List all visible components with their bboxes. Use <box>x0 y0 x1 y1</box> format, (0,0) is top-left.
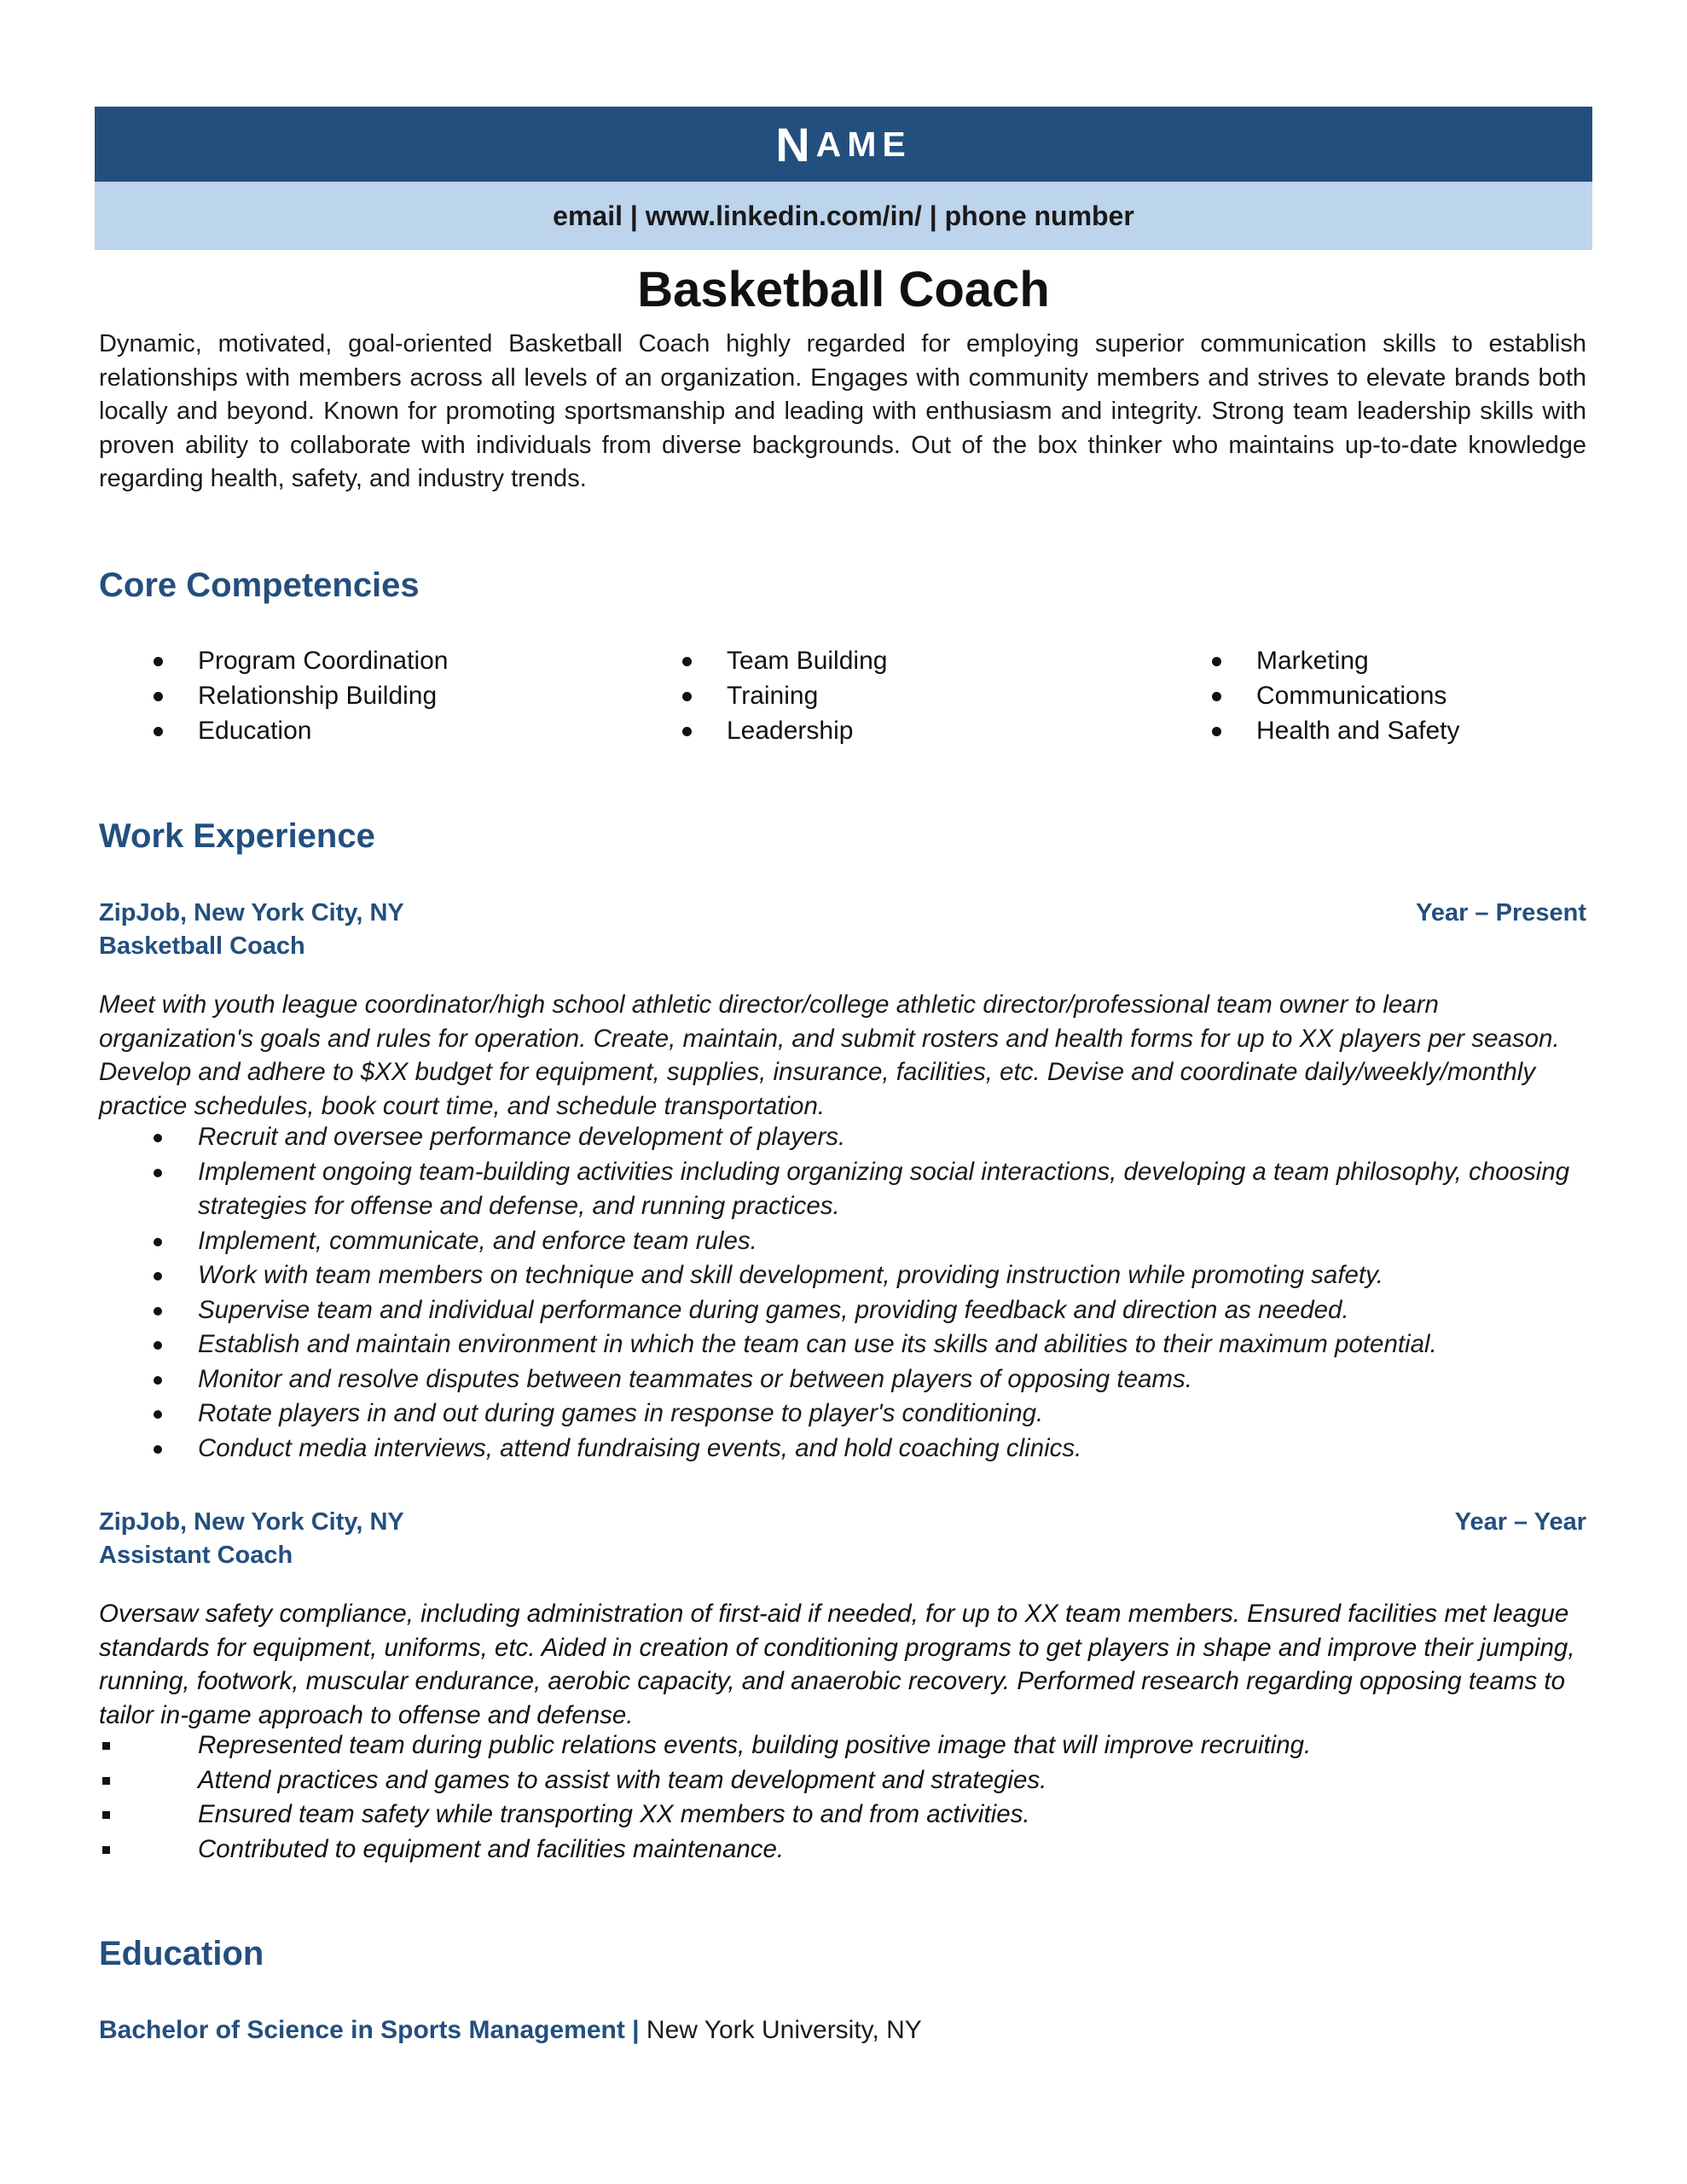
job-company: ZipJob, New York City, NY <box>99 1508 404 1536</box>
competency-column-2 <box>628 643 887 748</box>
competency-item: Communications <box>1157 678 1460 713</box>
list-item: Rotate players in and out during games in response to player's conditioning. <box>99 1397 1586 1432</box>
job-title: Basketball Coach <box>637 262 1050 317</box>
list-item: Supervise team and individual performance during games, providing feedback and direction as needed. <box>99 1293 1586 1328</box>
list-item: Represented team during public relations events, building positive image that will improve recruiting. <box>99 1728 1586 1763</box>
name-banner <box>95 107 1592 182</box>
competency-item: Marketing <box>1157 643 1460 678</box>
competency-item: Health and Safety <box>1157 713 1460 748</box>
list-item: Work with team members on technique and skill development, providing instruction while promoting safety. <box>99 1258 1586 1293</box>
job-dates: Year – Present <box>1416 899 1586 926</box>
job-header <box>99 1506 1586 1572</box>
competency-item: Leadership <box>628 713 887 748</box>
job-header <box>99 897 1586 963</box>
job-company: ZipJob, New York City, NY <box>99 899 404 926</box>
name-initial: N <box>775 117 816 171</box>
job-role: Basketball Coach <box>99 932 305 960</box>
name-rest: AME <box>815 124 912 164</box>
competency-item: Relationship Building <box>99 678 448 713</box>
competency-item: Program Coordination <box>99 643 448 678</box>
list-item: Monitor and resolve disputes between teammates or between players of opposing teams. <box>99 1362 1586 1397</box>
list-item: Contributed to equipment and facilities maintenance. <box>99 1833 1586 1867</box>
competency-column-3 <box>1157 643 1460 748</box>
competency-item: Team Building <box>628 643 887 678</box>
separator: | <box>632 2016 640 2044</box>
education-entry <box>99 2013 922 2048</box>
contact-bar <box>95 182 1592 250</box>
job-description: Oversaw safety compliance, including administration of first-aid if needed, for up to XX team members. Ensured facilities met league standards for equipment, uniforms, etc. Aided in creation of conditioning programs to get players in shape and improve their jumping, running, footwork, muscular endurance, aerobic capacity, and anaerobic recovery. Performed research regarding opposing teams to tailor in-game approach to offense and defense. <box>99 1600 1575 1729</box>
summary: Dynamic, motivated, goal-oriented Basketball Coach highly regarded for employing superior communication skills to establish relationships with members across all levels of an organization. Engages with community members and strives to elevate brands both locally and beyond. Known for promoting sportsmanship and leading with enthusiasm and integrity. Strong team leadership skills with proven ability to collaborate with individuals from diverse backgrounds. Out of the box thinker who maintains up-to-date knowledge regarding health, safety, and industry trends. <box>99 330 1586 492</box>
degree: Bachelor of Science in Sports Management <box>99 2016 625 2044</box>
competency-column-1 <box>99 643 448 748</box>
competency-item: Training <box>628 678 887 713</box>
job-bullets <box>99 1728 1586 1867</box>
work-experience-heading: Work Experience <box>99 817 375 855</box>
job-role: Assistant Coach <box>99 1542 293 1569</box>
list-item: Attend practices and games to assist with team development and strategies. <box>99 1763 1586 1798</box>
list-item: Recruit and oversee performance development of players. <box>99 1120 1586 1155</box>
list-item: Conduct media interviews, attend fundraising events, and hold coaching clinics. <box>99 1432 1586 1467</box>
school: New York University, NY <box>646 2016 922 2044</box>
list-item: Implement ongoing team-building activities including organizing social interactions, developing a team philosophy, choosing strategies for offense and defense, and running practices. <box>99 1155 1586 1224</box>
list-item: Implement, communicate, and enforce team rules. <box>99 1224 1586 1259</box>
job-dates: Year – Year <box>1454 1508 1586 1536</box>
core-competencies-heading: Core Competencies <box>99 566 420 604</box>
list-item: Establish and maintain environment in which the team can use its skills and abilities to their maximum potential. <box>99 1327 1586 1362</box>
job-bullets <box>99 1120 1586 1466</box>
job-description: Meet with youth league coordinator/high school athletic director/college athletic director/professional team owner to learn organization's goals and rules for operation. Create, maintain, and submit rosters and health forms for up to XX players per season. Develop and adhere to $XX budget for equipment, supplies, insurance, facilities, etc. Devise and coordinate daily/weekly/monthly practice schedules, book court time, and schedule transportation. <box>99 990 1560 1120</box>
contact-info: email | www.linkedin.com/in/ | phone number <box>553 200 1134 231</box>
education-heading: Education <box>99 1935 264 1972</box>
list-item: Ensured team safety while transporting XX members to and from activities. <box>99 1798 1586 1833</box>
competency-item: Education <box>99 713 448 748</box>
